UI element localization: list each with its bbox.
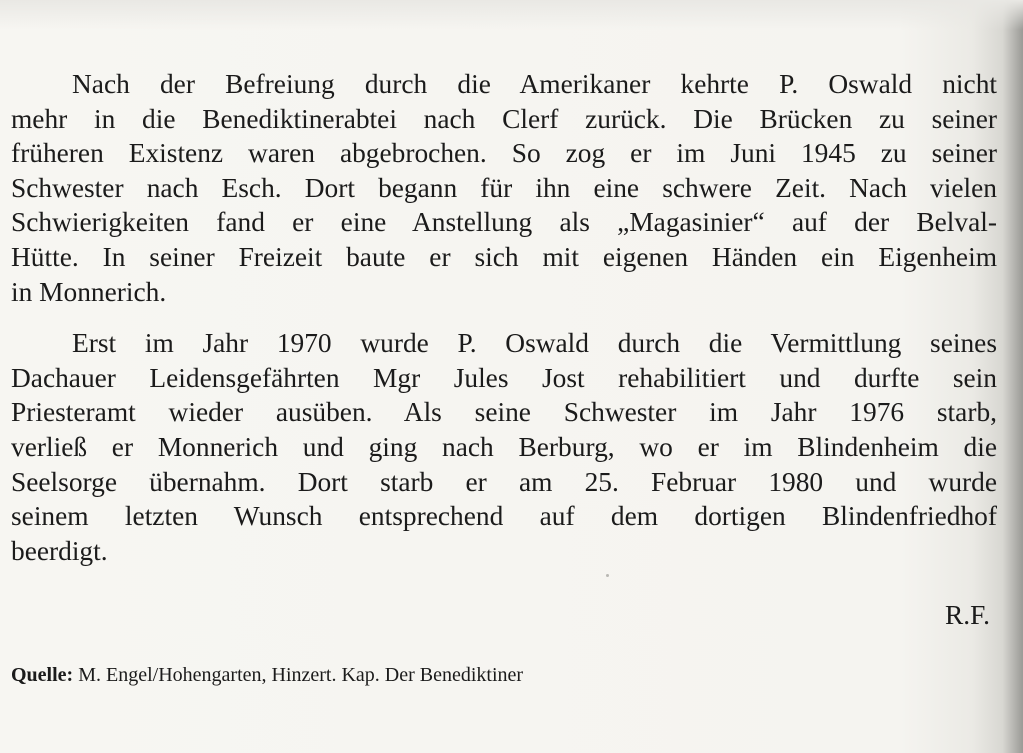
text-line: Schwierigkeiten fand er eine Anstellung als „Magasinier“ auf der Belval- (11, 207, 997, 238)
text-line: früheren Existenz waren abgebrochen. So zog er im Juni 1945 zu seiner (11, 138, 997, 169)
source-citation (11, 662, 523, 688)
paragraph-1 (11, 67, 997, 309)
source-label: Quelle: (11, 664, 74, 686)
source-text: M. Engel/Hohengarten, Hinzert. Kap. Der Benediktiner (78, 664, 524, 686)
text-line: Nach der Befreiung durch die Amerikaner kehrte P. Oswald nicht (72, 69, 997, 99)
paragraph-2 (11, 326, 997, 568)
text-line: Schwester nach Esch. Dort begann für ihn eine schwere Zeit. Nach vielen (11, 172, 997, 203)
text-line: beerdigt. (11, 535, 108, 566)
print-speck (606, 574, 609, 577)
text-line: verließ er Monnerich und ging nach Berburg, wo er im Blindenheim die (11, 431, 997, 462)
text-line: Erst im Jahr 1970 wurde P. Oswald durch die Vermittlung seines (72, 328, 997, 359)
text-line: Hütte. In seiner Freizeit baute er sich mit eigenen Händen ein Eigenheim (11, 241, 997, 272)
text-line: mehr in die Benediktinerabtei nach Clerf zurück. Die Brücken zu seiner (11, 103, 997, 134)
author-initials: R.F. (944, 600, 990, 630)
text-line: Priesteramt wieder ausüben. Als seine Schwester im Jahr 1976 starb, (11, 397, 997, 428)
text-line: seinem letzten Wunsch entsprechend auf dem dortigen Blindenfriedhof (11, 501, 997, 532)
text-line: in Monnerich. (11, 276, 167, 307)
article-body (11, 67, 997, 568)
text-line: Dachauer Leidensgefährten Mgr Jules Jost rehabilitiert und durfte sein (11, 362, 997, 393)
page-edge-shadow (0, 0, 1023, 30)
text-line: Seelsorge übernahm. Dort starb er am 25. Februar 1980 und wurde (11, 466, 997, 497)
